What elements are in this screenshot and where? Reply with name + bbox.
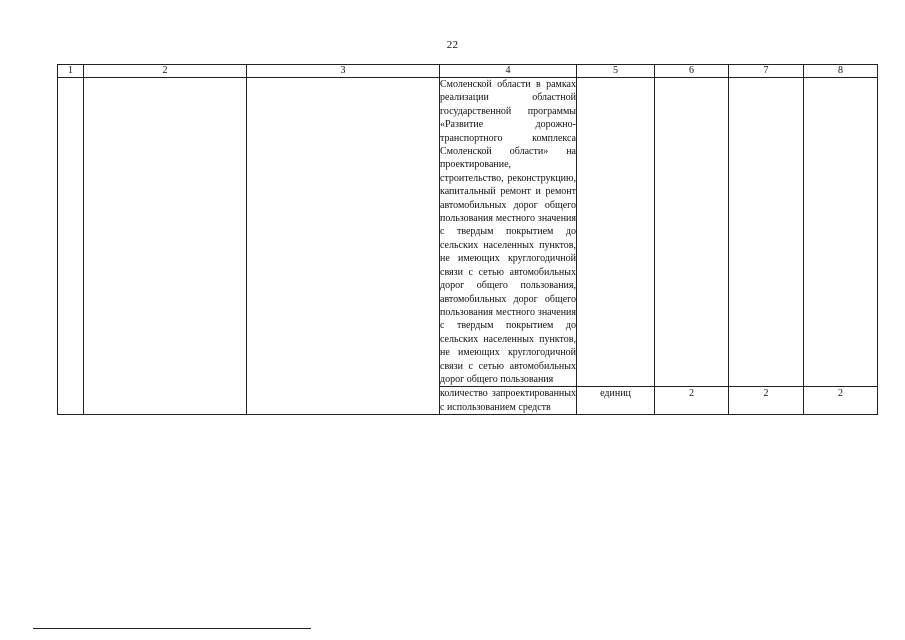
header-col-1: 1 bbox=[58, 65, 84, 78]
row1-col6-cell bbox=[655, 78, 729, 387]
header-col-4: 4 bbox=[440, 65, 577, 78]
header-col-8: 8 bbox=[804, 65, 878, 78]
footnote-separator bbox=[33, 628, 311, 629]
table-row bbox=[58, 78, 878, 387]
row1-col3-cell bbox=[247, 78, 440, 415]
row1-col7-cell bbox=[729, 78, 804, 387]
row1-col8-cell bbox=[804, 78, 878, 387]
row1-col5-cell bbox=[577, 78, 655, 387]
page-number: 22 bbox=[446, 39, 459, 51]
row1-col2-cell bbox=[84, 78, 247, 415]
header-col-6: 6 bbox=[655, 65, 729, 78]
value-col6-cell: 2 bbox=[655, 387, 729, 415]
header-col-3: 3 bbox=[247, 65, 440, 78]
indicator-name-cell: количество запроектированных с использованием средств bbox=[440, 388, 576, 413]
value-col7-cell: 2 bbox=[729, 387, 804, 415]
unit-cell: единиц bbox=[577, 387, 655, 415]
indicator-description-cell: Смоленской области в рамках реализации областной государственной программы «Развитие дорожно-транспортного комплекса Смоленской области» на проектирование, строительство, реконструкцию, капитальный ремонт и ремонт автомобильных дорог общего пользования местного значения с твердым покрытием до сельских населенных пунктов, не имеющих круглогодичной связи с сетью автомобильных дорог общего пользования, автомобильных дорог общего пользования местного значения с твердым покрытием до сельских населенных пунктов, не имеющих круглогодичной связи с сетью автомобильных дорог общего пользования bbox=[440, 79, 576, 385]
header-col-2: 2 bbox=[84, 65, 247, 78]
program-table bbox=[57, 64, 878, 415]
row1-col1-cell bbox=[58, 78, 84, 415]
header-col-5: 5 bbox=[577, 65, 655, 78]
header-col-7: 7 bbox=[729, 65, 804, 78]
header-row bbox=[58, 65, 878, 78]
value-col8-cell: 2 bbox=[804, 387, 878, 415]
